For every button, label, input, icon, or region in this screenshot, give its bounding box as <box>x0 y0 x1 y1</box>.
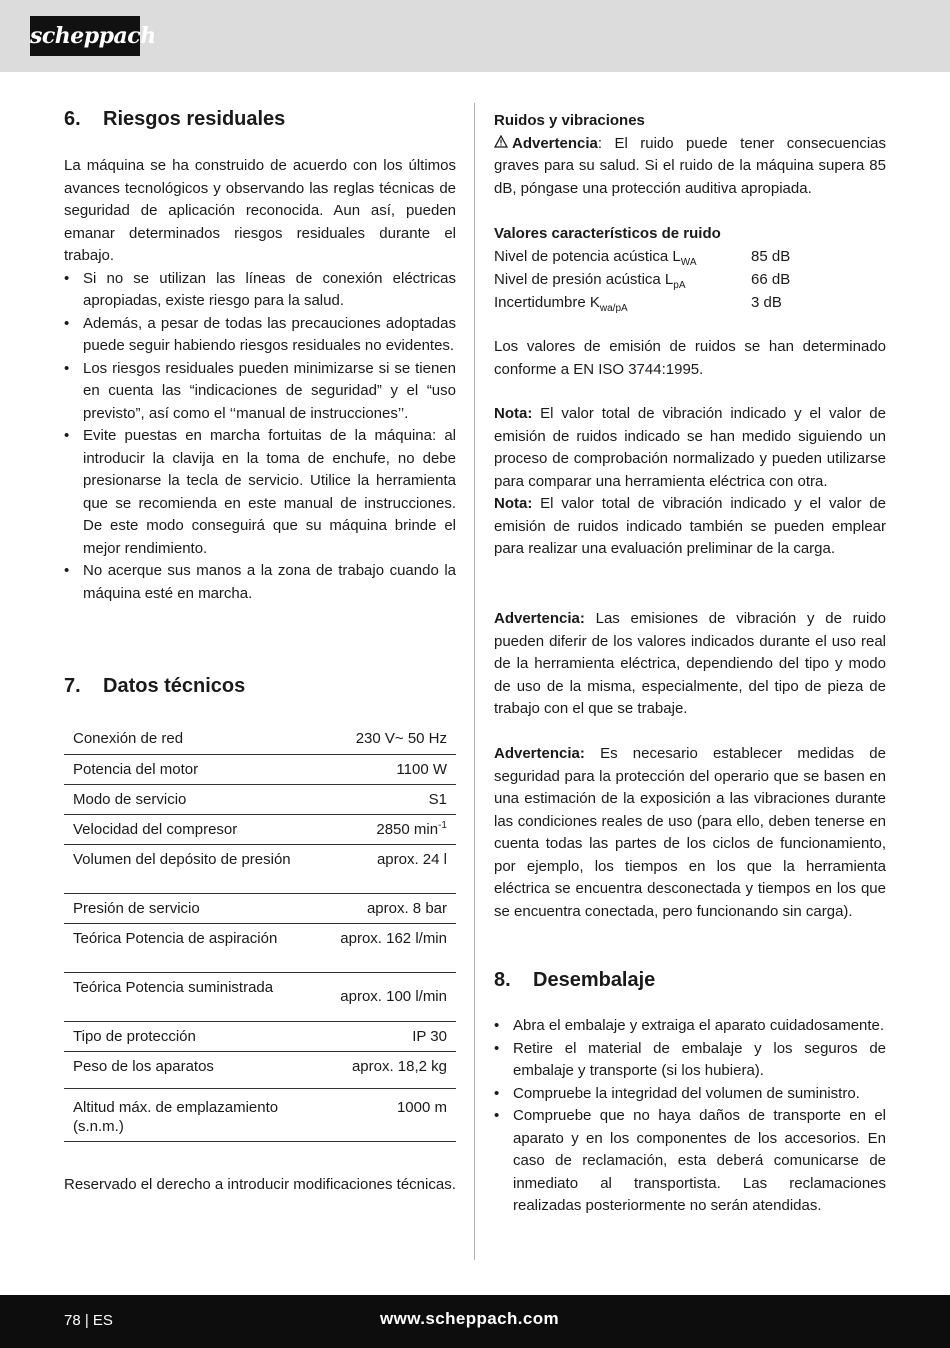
spec-value: aprox. 162 l/min <box>331 923 456 972</box>
spec-value: S1 <box>331 784 456 814</box>
noise-value: 85 dB <box>751 247 791 265</box>
section-8-heading <box>494 968 655 992</box>
advertencia-2-text: Es necesario establecer medidas de seguridad para la protección del operario que se basen en una estimación de la exposición a las vibraciones durante las condiciones reales de uso (para ello, deben tenerse en cuenta todas las partes de los ciclos de funcionamiento, por ejemplo, los tiempos en los que la herramienta eléctrica se encuentra desconectada y tiempos en los que se encuentra conectada, pero funcionando sin carga). <box>494 745 886 920</box>
table-row <box>64 724 456 754</box>
noise-values <box>494 223 886 315</box>
list-item: • Compruebe que no haya daños de transporte en el aparato y en los componentes de los accesorios. En caso de reclamación, esta deberá comunicarse de inmediato al transportista. Las reclamaciones realizadas posteriormente no serán atendidas. <box>494 1105 886 1218</box>
spec-label: Potencia del motor <box>64 754 331 784</box>
spec-value-text: 2850 min <box>376 820 439 838</box>
spec-value: IP 30 <box>331 1021 456 1051</box>
website-url: www.scheppach.com <box>380 1309 560 1328</box>
spec-value: 1000 m <box>331 1088 456 1141</box>
page-number: 78 | ES <box>64 1312 113 1329</box>
section-6-title: Riesgos residuales <box>103 108 286 130</box>
reserved-rights-note: Reservado el derecho a introducir modificaciones técnicas. <box>64 1176 456 1193</box>
noise-values-heading: Valores característicos de ruido <box>494 225 721 242</box>
section-6-bullet-list <box>64 268 456 606</box>
noise-value-row <box>494 269 886 292</box>
spec-value: 1100 W <box>331 754 456 784</box>
column-divider <box>474 103 475 1260</box>
section-8-title: Desembalaje <box>533 969 656 991</box>
notes <box>494 403 886 561</box>
section-7-title: Datos técnicos <box>103 675 246 697</box>
spec-label: Altitud máx. de emplazamiento (s.n.m.) <box>64 1088 331 1141</box>
spec-value: 230 V~ 50 Hz <box>331 724 456 754</box>
noise-value-label-text: Nivel de presión acústica L <box>494 270 674 288</box>
section-7-number: 7. <box>64 675 81 697</box>
spec-value: aprox. 24 l <box>331 844 456 893</box>
spec-label: Volumen del depósito de presión <box>64 844 331 893</box>
note-1 <box>494 403 886 493</box>
spec-label: Teórica Potencia suministrada <box>64 972 331 1021</box>
noise-value-label <box>494 269 686 292</box>
emission-text: Los valores de emisión de ruidos se han determinado conforme a EN ISO 3744:1995. <box>494 338 886 378</box>
noise-value-label-text: Incertidumbre K <box>494 293 600 311</box>
table-row <box>64 844 456 893</box>
advertencia-2-label: Advertencia: <box>494 745 585 762</box>
noise-warning <box>494 133 886 201</box>
table-row <box>64 1021 456 1051</box>
spec-label: Conexión de red <box>64 724 331 754</box>
warning-text: : El ruido puede tener consecuencias graves para su salud. Si el ruido de la máquina supera 85 dB, póngase una protección auditiva apropiada. <box>494 134 886 197</box>
section-6-number: 6. <box>64 108 81 130</box>
technical-data-table <box>64 724 456 1142</box>
section-6-heading <box>64 107 285 131</box>
section-6-body <box>64 155 456 605</box>
note-2-label: Nota: <box>494 495 533 512</box>
note-1-text: El valor total de vibración indicado y el valor de emisión de ruidos indicado se han medido siguiendo un proceso de comprobación normalizado y pueden utilizarse para comparar una herramienta eléctrica con otra. <box>494 405 886 490</box>
section-8-bullet-list <box>494 1015 886 1218</box>
section-7-heading <box>64 674 245 698</box>
spec-value: aprox. 18,2 kg <box>331 1051 456 1088</box>
noise-value-label <box>494 246 697 269</box>
spec-value: aprox. 8 bar <box>331 893 456 923</box>
table-row <box>64 1051 456 1088</box>
list-item: • Retire el material de embalaje y los seguros de embalaje y transporte (si los hubiera). <box>494 1038 886 1083</box>
spec-label: Presión de servicio <box>64 893 331 923</box>
noise-value: 3 dB <box>751 293 782 311</box>
spec-value <box>331 814 456 844</box>
list-item: • No acerque sus manos a la zona de trabajo cuando la máquina esté en marcha. <box>64 560 456 605</box>
section-6-intro: La máquina se ha construido de acuerdo con los últimos avances tecnológicos y observando las reglas técnicas de seguridad de aplicación reconocida. Aun así, pueden emanar determinados riesgos residuales durante el trabajo. <box>64 157 456 264</box>
list-item: • Evite puestas en marcha fortuitas de la máquina: al introducir la clavija en la toma de enchufe, no debe presionarse la tecla de servicio. Utilice la herramienta que se recomienda en este manual de instrucciones. De este modo conseguirá que su máquina brinde el mejor rendimiento. <box>64 425 456 560</box>
noise-heading: Ruidos y vibraciones <box>494 112 645 129</box>
note-2 <box>494 493 886 561</box>
list-item: • Abra el embalaje y extraiga el aparato cuidadosamente. <box>494 1015 886 1038</box>
spec-label: Teórica Potencia de aspiración <box>64 923 331 972</box>
noise-value-subscript: wa/pA <box>599 302 628 314</box>
warning-triangle-icon <box>494 133 512 156</box>
table-row <box>64 893 456 923</box>
noise-value: 66 dB <box>751 270 791 288</box>
table-row <box>64 814 456 844</box>
noise-value-row <box>494 292 886 315</box>
footer-bar <box>0 1295 950 1348</box>
list-item: • Además, a pesar de todas las precauciones adoptadas puede seguir habiendo riesgos residuales no evidentes. <box>64 313 456 358</box>
table-row <box>64 923 456 972</box>
advertencia-1-label: Advertencia: <box>494 610 585 627</box>
advertencia-1-text: Las emisiones de vibración y de ruido pueden diferir de los valores indicados durante el uso real de la herramienta eléctrica, dependiendo del tipo y modo de uso de la misma, especialmente, del tipo de pieza de trabajo con el que se trabaje. <box>494 610 886 717</box>
spec-value: aprox. 100 l/min <box>331 972 456 1021</box>
spec-label: Modo de servicio <box>64 784 331 814</box>
advertencia-1 <box>494 608 886 721</box>
warning-label: Advertencia <box>512 134 598 152</box>
note-2-text: El valor total de vibración indicado y el valor de emisión de ruidos indicado también se pueden emplear para realizar una evaluación preliminar de la carga. <box>494 495 886 557</box>
spec-label: Velocidad del compresor <box>64 814 331 844</box>
table-row <box>64 1088 456 1141</box>
spec-label: Tipo de protección <box>64 1021 331 1051</box>
list-item: • Los riesgos residuales pueden minimizarse si se tienen en cuenta las “indicaciones de seguridad” y el “uso previsto”, así como el ‘‘manual de instrucciones’’. <box>64 358 456 426</box>
note-1-label: Nota: <box>494 405 533 422</box>
header-bar <box>0 0 950 72</box>
noise-value-subscript: WA <box>680 256 697 268</box>
table-row <box>64 754 456 784</box>
list-item: • Si no se utilizan las líneas de conexión eléctricas apropiadas, existe riesgo para la salud. <box>64 268 456 313</box>
scheppach-logo: scheppach <box>30 16 140 56</box>
spec-label: Peso de los aparatos <box>64 1051 331 1088</box>
noise-value-label <box>494 292 628 315</box>
spec-value-exponent: -1 <box>438 819 447 831</box>
noise-value-label-text: Nivel de potencia acústica L <box>494 247 681 265</box>
noise-value-subscript: pA <box>673 279 686 291</box>
noise-section <box>494 110 886 200</box>
section-8-number: 8. <box>494 969 511 991</box>
table-row <box>64 784 456 814</box>
noise-value-row <box>494 246 886 269</box>
list-item: • Compruebe la integridad del volumen de suministro. <box>494 1083 886 1106</box>
table-row <box>64 972 456 1021</box>
advertencia-2 <box>494 743 886 923</box>
